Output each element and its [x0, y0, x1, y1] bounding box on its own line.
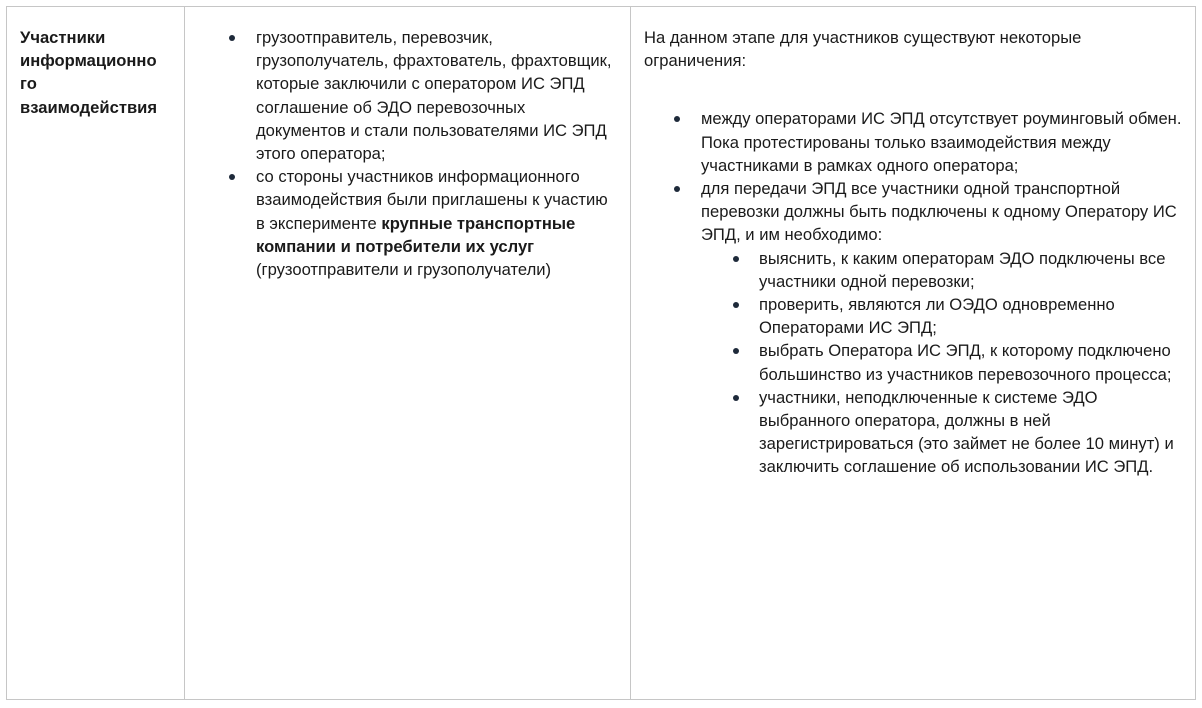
row-heading: Участники информационно го взаимодействия [20, 28, 158, 117]
limitation-subitem-3 [644, 339, 1183, 385]
limitation-subtext-2: проверить, являются ли ОЭДО одновременно Операторами ИС ЭПД; [759, 295, 1115, 338]
limitation-subtext-3: выбрать Оператора ИС ЭПД, к которому подключено большинство из участников перевозочного процесса; [759, 341, 1172, 384]
limitation-sublist [644, 247, 1183, 479]
participant-text-2-before: со стороны участников информационного взаимодействия были приглашены к участию в эксперименте [256, 167, 608, 233]
limitation-subitem-1 [644, 247, 1183, 293]
limitation-subtext-1: выяснить, к каким операторам ЭДО подключены все участники одной перевозки; [759, 248, 1166, 291]
limitation-text-2: для передачи ЭПД все участники одной транспортной перевозки должны быть подключены к одному Оператору ИС ЭПД, и им необходимо: [701, 179, 1177, 245]
limitation-subitem-2 [644, 293, 1183, 339]
limitations-cell [630, 7, 1195, 699]
limitation-item-1 [644, 107, 1183, 177]
participant-text-1: грузоотправитель, перевозчик, грузополучатель, фрахтователь, фрахтовщик, которые заключили с оператором ИС ЭПД соглашение об ЭДО перевозочных документов и стали пользователями ИС ЭПД этого оператора; [256, 28, 612, 164]
participant-item-2 [199, 165, 618, 281]
limitation-item-2 [644, 177, 1183, 247]
limitation-subitem-4 [644, 386, 1183, 479]
participant-text-2-after: (грузоотправители и грузополучатели) [256, 260, 552, 280]
limitations-list [644, 107, 1183, 246]
participant-item-1 [199, 26, 618, 165]
limitation-subtext-4: участники, неподключенные к системе ЭДО выбранного оператора, должны в ней зарегистрироваться (это займет не более 10 минут) и заключить соглашение об использовании ИС ЭПД. [759, 387, 1174, 477]
info-table [6, 6, 1196, 700]
participants-list [199, 26, 618, 281]
heading-cell [7, 7, 184, 699]
limitation-text-1: между операторами ИС ЭПД отсутствует роуминговый обмен. Пока протестированы только взаимодействия между участниками в рамках одного оператора; [701, 109, 1182, 175]
limitations-intro: На данном этапе для участников существуют некоторые ограничения: [644, 28, 1082, 71]
participant-text-2-bold: крупные транспортные компании и потребители их услуг [256, 213, 576, 256]
participants-cell [184, 7, 630, 699]
